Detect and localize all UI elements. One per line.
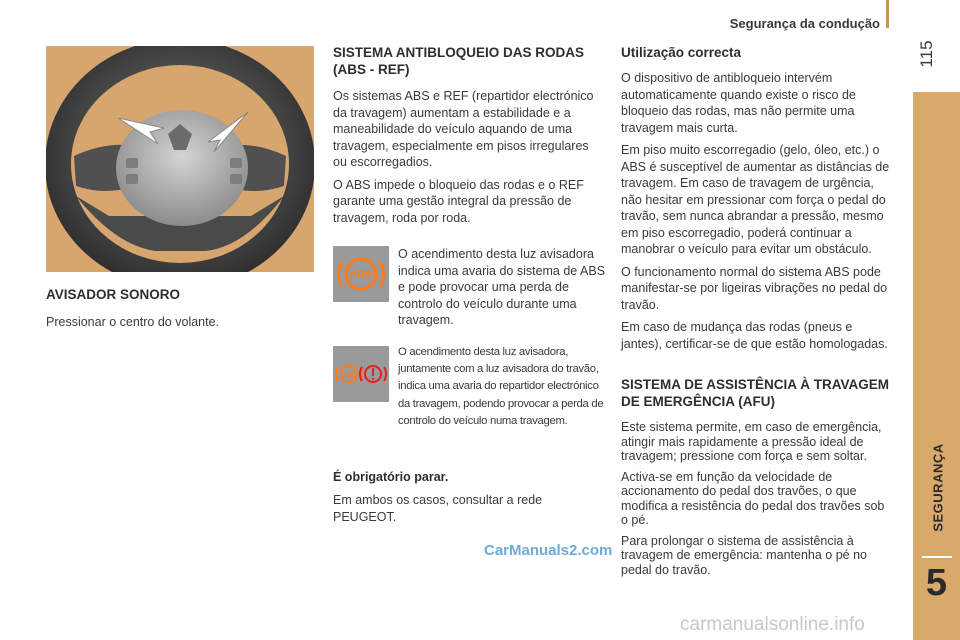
abs-paragraph-1: Os sistemas ABS e REF (repartidor electrónico da travagem) aumentam a estabilidade e a maneabilidade do veículo aquando de uma travagem, especialmente em pisos irregulares ou escorregadios. (333, 89, 594, 169)
abs-warning-1 (398, 246, 608, 335)
correct-use-title: Utilização correcta (621, 45, 742, 60)
abs-title: SISTEMA ANTIBLOQUEIO DAS RODAS (ABS - REF) (333, 45, 585, 77)
horn-text: Pressionar o centro do volante. (46, 315, 220, 329)
correct-use-paragraph-4: Em caso de mudança das rodas (pneus e jantes), certificar-se de que estão homologadas. (621, 320, 888, 351)
running-header: Segurança da condução (729, 16, 880, 31)
chapter-number: 5 (925, 562, 948, 604)
afu-paragraph-1: Este sistema permite, em caso de emergência, atingir mais rapidamente a pressão ideal de travagem; pressione com força e sem soltar. (621, 420, 882, 463)
header-rule (886, 0, 889, 28)
watermark-carmanuals2: CarManuals2.com (484, 542, 613, 559)
steering-wheel-image (46, 46, 314, 272)
watermark-carmanualsonline: carmanualsonline.info (680, 614, 865, 635)
consult-network-text: Em ambos os casos, consultar a rede PEUGEOT. (333, 493, 543, 524)
abs-action (333, 470, 605, 531)
correct-use-paragraph-3: O funcionamento normal do sistema ABS pode manifestar-se por ligeiras vibrações no pedal do travão. (621, 264, 888, 312)
chapter-tab-divider (922, 556, 952, 558)
chapter-tab-label: SEGURANÇA (930, 443, 946, 532)
abs-paragraph-2: O ABS impede o bloqueio das rodas e o REF garante uma gestão integral da pressão de travagem, roda por roda. (333, 177, 584, 225)
abs-warning-2-text: O acendimento desta luz avisadora, juntamente com a luz avisadora do travão, indica uma avaria do repartidor electrónico da travagem, podendo provocar a perda de controlo do veículo numa travagem. (398, 346, 604, 427)
correct-use-paragraph-1: O dispositivo de antibloqueio intervém automaticamente quando existe o risco de bloqueio das rodas, mas não permite uma travagem mais curta. (621, 71, 856, 135)
abs-icon-text: ABS (349, 269, 373, 281)
horn-section (46, 286, 314, 337)
abs-icon-text-small: ABS (342, 373, 356, 379)
abs-warning-light (333, 246, 389, 302)
abs-brake-warning-lights (333, 346, 389, 402)
abs-warning-1-text: O acendimento desta luz avisadora indica uma avaria do sistema de ABS e pode provocar uma perda de controlo do veículo durante uma travagem. (398, 247, 606, 327)
correct-use-paragraph-2: Em piso muito escorregadio (gelo, óleo, etc.) o ABS é susceptível de aumentar as distâncias de travagem. Em caso de travagem de urgência, não hesitar em pressionar com força o pedal do travão, sem nunca abrandar a pressão, mesmo em piso escorregadio, poderá continuar a manobrar o veículo para evitar um obstáculo. (621, 143, 890, 256)
correct-use-section (621, 44, 893, 583)
abs-warning-2 (398, 344, 608, 436)
afu-title: SISTEMA DE ASSISTÊNCIA À TRAVAGEM DE EMERGÊNCIA (AFU) (621, 377, 890, 409)
must-stop-text: É obrigatório parar. (333, 470, 449, 484)
horn-title: AVISADOR SONORO (46, 287, 181, 302)
afu-paragraph-2: Activa-se em função da velocidade de accionamento do pedal dos travões, o que modifica a resistência do pedal dos travões sob o pé. (621, 469, 885, 527)
afu-paragraph-3: Para prolongar o sistema de assistência à travagem de emergência: mantenha o pé no pedal do travão. (621, 533, 867, 577)
abs-section (333, 44, 605, 232)
page-number: 115 (917, 40, 936, 68)
